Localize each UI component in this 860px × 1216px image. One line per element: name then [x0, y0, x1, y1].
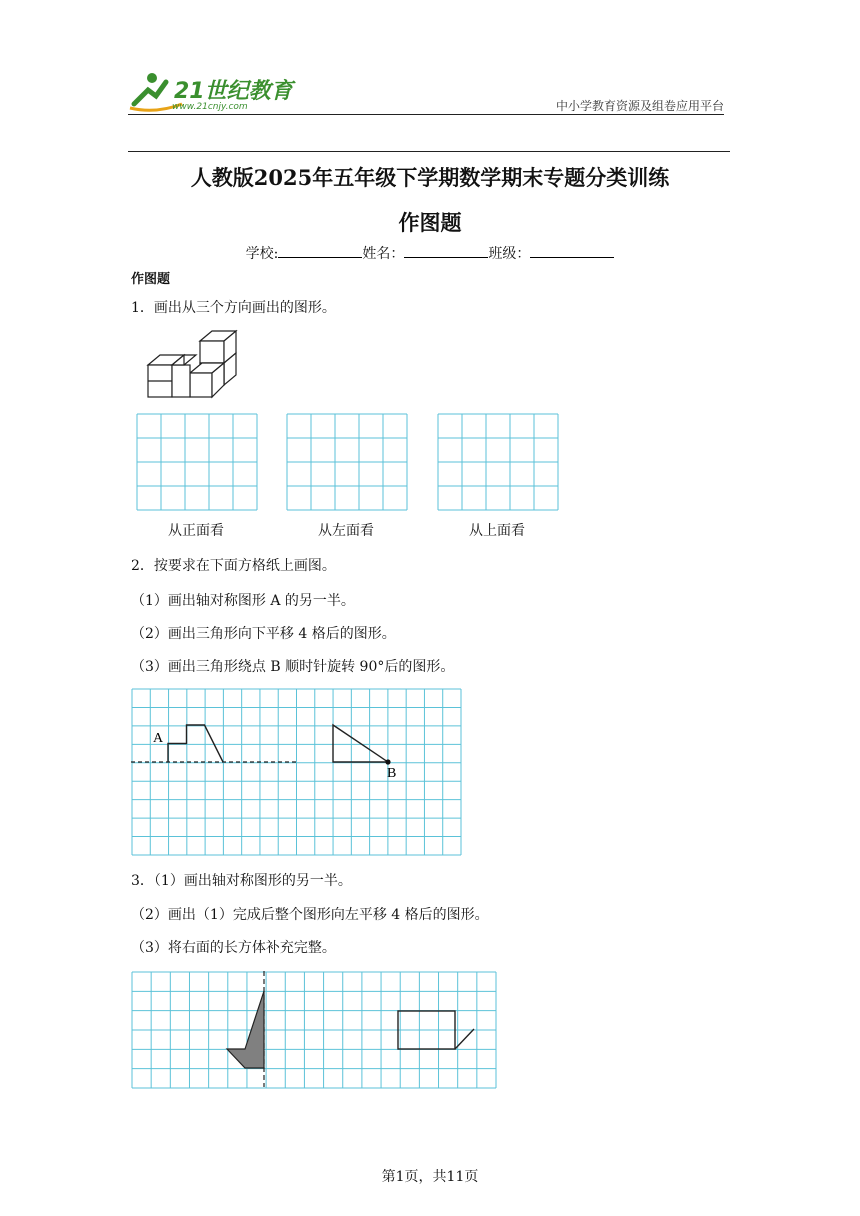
class-label: 班级： — [488, 246, 531, 262]
q3-grid[interactable] — [131, 971, 497, 1089]
school-label: 学校: — [245, 246, 279, 262]
q3-item-2: （2）画出（1）完成后整个图形向左平移 4 格后的图形。 — [131, 907, 489, 923]
caption-top: 从上面看 — [469, 523, 525, 539]
q2-label-a: A — [153, 731, 164, 746]
logo — [126, 68, 296, 116]
title-rule — [128, 151, 730, 152]
q1-grid-left[interactable] — [286, 413, 408, 511]
q1-cube-figure — [136, 328, 240, 400]
student-info — [0, 243, 860, 263]
q2-label-b: B — [387, 766, 397, 781]
school-field[interactable] — [278, 245, 362, 258]
q2-point-b — [385, 759, 390, 764]
page-footer: 第1页，共11页 — [381, 1169, 479, 1185]
q1-grid-front[interactable] — [136, 413, 258, 511]
page-title: 人教版2025年五年级下学期数学期末专题分类训练 — [190, 165, 670, 190]
platform-name: 中小学教育资源及组卷应用平台 — [555, 99, 724, 113]
name-label: 姓名： — [362, 246, 405, 262]
logo-text: 21世纪教育 — [174, 79, 293, 104]
q1-grid-top[interactable] — [437, 413, 559, 511]
q2-item-1: （1）画出轴对称图形 A 的另一半。 — [131, 593, 355, 609]
q2-shape-a — [168, 725, 223, 762]
class-field[interactable] — [530, 245, 614, 258]
q1-text: 1．画出从三个方向画出的图形。 — [131, 300, 336, 316]
q3-item-3: （3）将右面的长方体补充完整。 — [131, 940, 336, 956]
q3-text: 3．（1）画出轴对称图形的另一半。 — [131, 873, 352, 889]
q2-text: 2．按要求在下面方格纸上画图。 — [131, 558, 336, 574]
page-subtitle: 作图题 — [398, 210, 462, 235]
q2-grid[interactable] — [131, 688, 462, 856]
caption-front: 从正面看 — [168, 523, 224, 539]
header-rule — [128, 114, 724, 115]
section-label: 作图题 — [131, 272, 171, 287]
caption-left: 从左面看 — [318, 523, 374, 539]
q2-item-3: （3）画出三角形绕点 B 顺时针旋转 90°后的图形。 — [131, 659, 455, 675]
logo-url: www.21cnjy.com — [172, 102, 248, 112]
name-field[interactable] — [404, 245, 488, 258]
q2-item-2: （2）画出三角形向下平移 4 格后的图形。 — [131, 626, 396, 642]
q2-triangle — [333, 725, 388, 762]
